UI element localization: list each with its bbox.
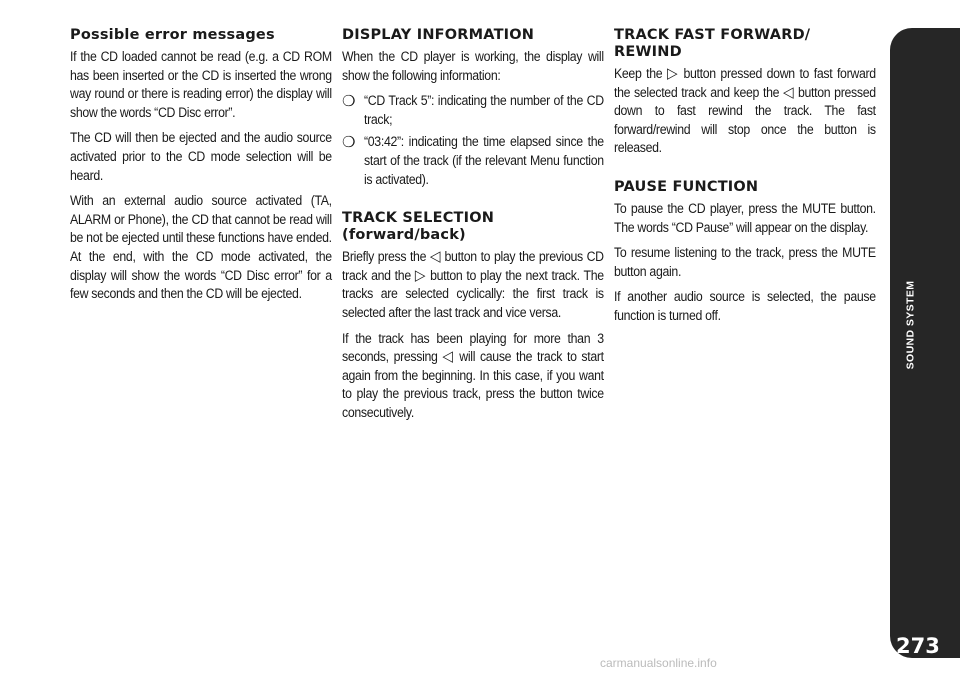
paragraph-track-selection xyxy=(342,248,604,322)
heading-display-information: DISPLAY INFORMATION xyxy=(342,27,535,43)
list-item xyxy=(342,133,604,189)
watermark: carmanualsonline.info xyxy=(600,656,717,670)
paragraph-fast-forward xyxy=(614,65,876,158)
paragraph-track-restart xyxy=(342,330,604,423)
list-item xyxy=(342,92,604,129)
text-fragment: Keep the xyxy=(614,66,663,81)
heading-fast-forward-line2: REWIND xyxy=(614,44,682,60)
display-info-list xyxy=(342,92,604,189)
text-fragment: button pressed down to fast forward the selected track and keep the xyxy=(614,66,876,100)
text-fragment: button pressed down to fast rewind the track. The fast forward/rewind will stop once the button is released. xyxy=(614,84,876,156)
heading-fast-forward-rewind xyxy=(614,27,876,61)
heading-track-selection-line1: TRACK SELECTION xyxy=(342,210,495,227)
heading-track-selection xyxy=(342,210,604,244)
heading-track-selection-line2: (forward/back) xyxy=(342,227,466,244)
heading-fast-forward-line1: TRACK FAST FORWARD/ xyxy=(614,27,811,43)
paragraph-display-intro: When the CD player is working, the display will show the following information: xyxy=(342,49,604,83)
column-left xyxy=(70,27,332,311)
forward-triangle-icon: ▷ xyxy=(414,265,427,284)
paragraph-error-3: With an external audio source activated (TA, ALARM or Phone), the CD that cannot be read will be not be ejected until these functions have ended. At the end, with the CD mode activated, the display will show the words “CD Disc error” for a few seconds and then the CD will be ejected. xyxy=(70,193,332,302)
text-fragment: button to play the next track. The tracks are selected cyclically: the first track is selected after the last track and vice versa. xyxy=(342,267,604,320)
paragraph-error-2: The CD will then be ejected and the audio source activated prior to the CD mode selection will be heard. xyxy=(70,130,332,183)
forward-triangle-icon: ▷ xyxy=(666,64,679,82)
back-triangle-icon: ◁ xyxy=(783,82,795,101)
paragraph-pause-2: To resume listening to the track, press the MUTE button again. xyxy=(614,245,876,279)
section-label-text: SOUND SYSTEM xyxy=(904,280,916,370)
list-item-text: “CD Track 5”: indicating the number of the CD track; xyxy=(364,93,604,127)
heading-error-messages: Possible error messages xyxy=(70,27,275,43)
text-fragment: will cause the track to start again from the beginning. In this case, if you want to play the previous track, press the button twice consecutively. xyxy=(342,349,604,420)
paragraph-error-1: If the CD loaded cannot be read (e.g. a CD ROM has been inserted or the CD is inserted the wrong way round or there is reading error) the display will show the words “CD Disc error”. xyxy=(70,49,332,120)
heading-pause-function: PAUSE FUNCTION xyxy=(614,178,759,195)
back-triangle-icon: ◁ xyxy=(429,247,441,266)
list-item-text: “03:42”: indicating the time elapsed since the start of the track (if the relevant Menu function is activated). xyxy=(364,134,604,187)
page-number: 273 xyxy=(896,634,940,658)
paragraph-pause-3: If another audio source is selected, the pause function is turned off. xyxy=(614,289,876,323)
paragraph-pause-1: To pause the CD player, press the MUTE button. The words “CD Pause” will appear on the display. xyxy=(614,200,876,235)
column-middle xyxy=(342,27,604,430)
bullet-circle-icon: ❍ xyxy=(342,92,356,111)
text-fragment: button to play the previous CD track and the xyxy=(342,249,604,283)
text-fragment: If the track has been playing for more than 3 seconds, pressing xyxy=(342,330,604,365)
back-triangle-icon: ◁ xyxy=(442,347,455,366)
column-right xyxy=(614,27,876,333)
section-label xyxy=(893,260,927,390)
bullet-circle-icon: ❍ xyxy=(342,133,356,152)
text-fragment: Briefly press the xyxy=(342,249,427,265)
